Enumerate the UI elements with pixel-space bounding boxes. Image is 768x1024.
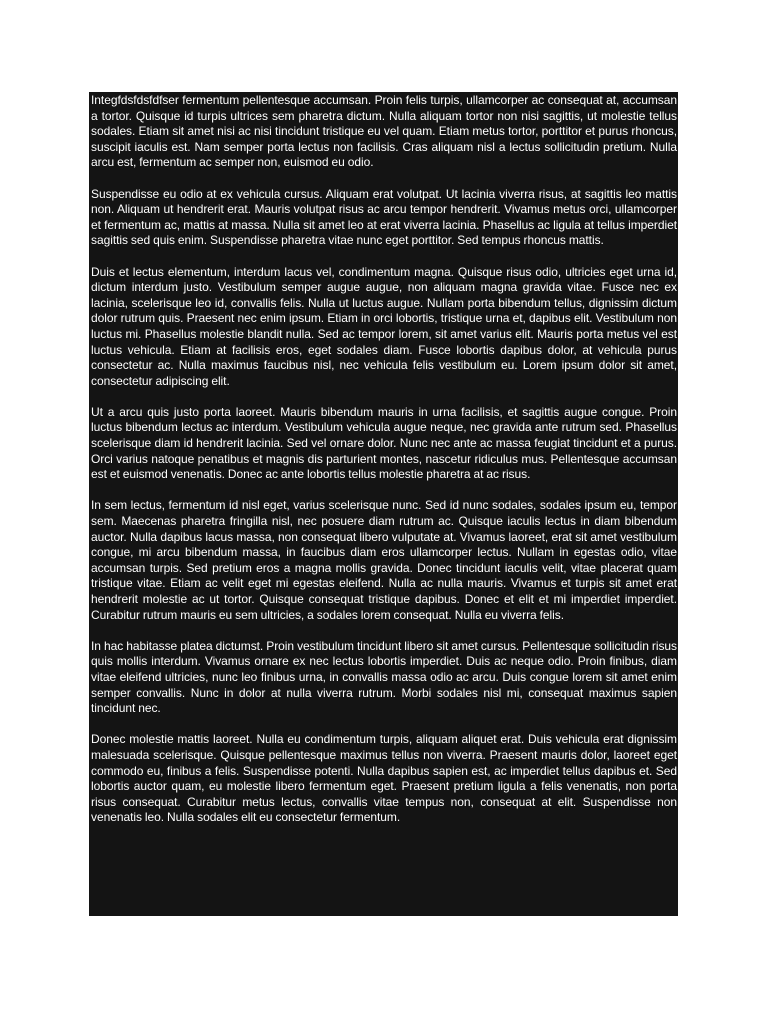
paragraph-1: Integfdsfdsfdfser fermentum pellentesque accumsan. Proin felis turpis, ullamcorper ac consequat at, accumsan a tortor. Quisque id turpis ultrices sem pharetra dictum. Nulla aliquam tortor non nisi sagittis, ut molestie tellus sodales. Etiam sit amet nisi ac nisi tincidunt tristique eu vel quam. Etiam metus tortor, porttitor et purus rhoncus, suscipit iaculis est. Nam semper porta lectus non facilisis. Cras aliquam nisl a lectus sollicitudin pretium. Nulla arcu est, fermentum ac semper non, euismod eu odio. <box>91 93 677 170</box>
paragraph-6: In hac habitasse platea dictumst. Proin vestibulum tincidunt libero sit amet cursus. Pellentesque sollicitudin risus quis mollis interdum. Vivamus ornare ex nec lectus lobortis imperdiet. Duis ac neque odio. Proin finibus, diam vitae eleifend ultricies, nunc leo finibus urna, in convallis massa odio ac arcu. Duis congue lorem sit amet enim semper convallis. Nunc in dolor at nulla viverra rutrum. Morbi sodales nisl mi, consequat maximus sapien tincidunt nec. <box>91 638 677 716</box>
text-block <box>89 92 678 916</box>
paragraph-5: In sem lectus, fermentum id nisl eget, varius scelerisque nunc. Sed id nunc sodales, sodales ipsum eu, tempor sem. Maecenas pharetra fringilla nisl, nec posuere diam rutrum ac. Quisque iaculis lectus in diam bibendum auctor. Nulla dapibus lacus massa, non consequat libero vulputate at. Vivamus laoreet, erat sit amet vestibulum congue, mi arcu bibendum massa, in faucibus diam eros ullamcorper lectus. Nullam in egestas odio, vitae accumsan turpis. Sed pretium eros a magna mollis gravida. Donec tincidunt iaculis velit, vitae placerat quam tristique vitae. Etiam ac velit eget mi egestas eleifend. Nulla ac nulla mauris. Vivamus et turpis sit amet erat hendrerit molestie ac ut tortor. Quisque consequat tristique dapibus. Donec et elit et mi imperdiet imperdiet. Curabitur rutrum mauris eu sem ultricies, a sodales lorem consequat. Nulla eu viverra felis. <box>91 498 677 622</box>
paragraph-4: Ut a arcu quis justo porta laoreet. Mauris bibendum mauris in urna facilisis, et sagittis augue congue. Proin luctus bibendum lectus ac interdum. Vestibulum vehicula augue neque, nec gravida ante rutrum sed. Phasellus scelerisque diam id hendrerit lacinia. Sed vel ornare dolor. Nunc nec ante ac massa feugiat tincidunt et a purus. Orci varius natoque penatibus et magnis dis parturient montes, nascetur ridiculus mus. Pellentesque accumsan est et euismod venenatis. Donec ac ante lobortis tellus molestie pharetra at ac risus. <box>91 404 677 482</box>
paragraph-2: Suspendisse eu odio at ex vehicula cursus. Aliquam erat volutpat. Ut lacinia viverra risus, at sagittis leo mattis non. Aliquam ut hendrerit erat. Mauris volutpat risus ac arcu tempor hendrerit. Vivamus metus orci, ullamcorper et fermentum ac, mattis at massa. Nulla sit amet leo at erat viverra lacinia. Phasellus ac ligula at tellus imperdiet sagittis sed quis enim. Suspendisse pharetra vitae nunc eget porttitor. Sed tempus rhoncus mattis. <box>91 186 677 248</box>
paragraph-7: Donec molestie mattis laoreet. Nulla eu condimentum turpis, aliquam aliquet erat. Duis vehicula erat dignissim malesuada scelerisque. Quisque pellentesque maximus tellus non viverra. Praesent mauris dolor, laoreet eget commodo eu, finibus a felis. Suspendisse potenti. Nulla dapibus sapien est, ac imperdiet tellus dapibus et. Sed lobortis auctor quam, eu molestie libero fermentum eget. Praesent pretium ligula a felis venenatis, non porta risus consequat. Curabitur metus lectus, convallis vitae tempus non, consequat at elit. Suspendisse non venenatis leo. Nulla sodales elit eu consectetur fermentum. <box>91 732 677 825</box>
paragraph-3: Duis et lectus elementum, interdum lacus vel, condimentum magna. Quisque risus odio, ultricies eget urna id, dictum interdum justo. Vestibulum semper augue augue, non aliquam magna gravida vitae. Fusce nec ex lacinia, scelerisque leo id, convallis felis. Nulla ut luctus augue. Nullam porta bibendum tellus, dignissim dictum dolor rutrum quis. Praesent nec enim ipsum. Etiam in orci lobortis, tristique urna et, dapibus elit. Vestibulum non luctus mi. Phasellus molestie blandit nulla. Sed ac tempor lorem, sit amet varius elit. Mauris porta metus vel est luctus vehicula. Etiam at facilisis eros, eget sodales diam. Fusce lobortis dapibus dolor, at vehicula purus consectetur ac. Nulla maximus faucibus nisl, nec vehicula felis vestibulum eu. Lorem ipsum dolor sit amet, consectetur adipiscing elit. <box>91 264 677 388</box>
